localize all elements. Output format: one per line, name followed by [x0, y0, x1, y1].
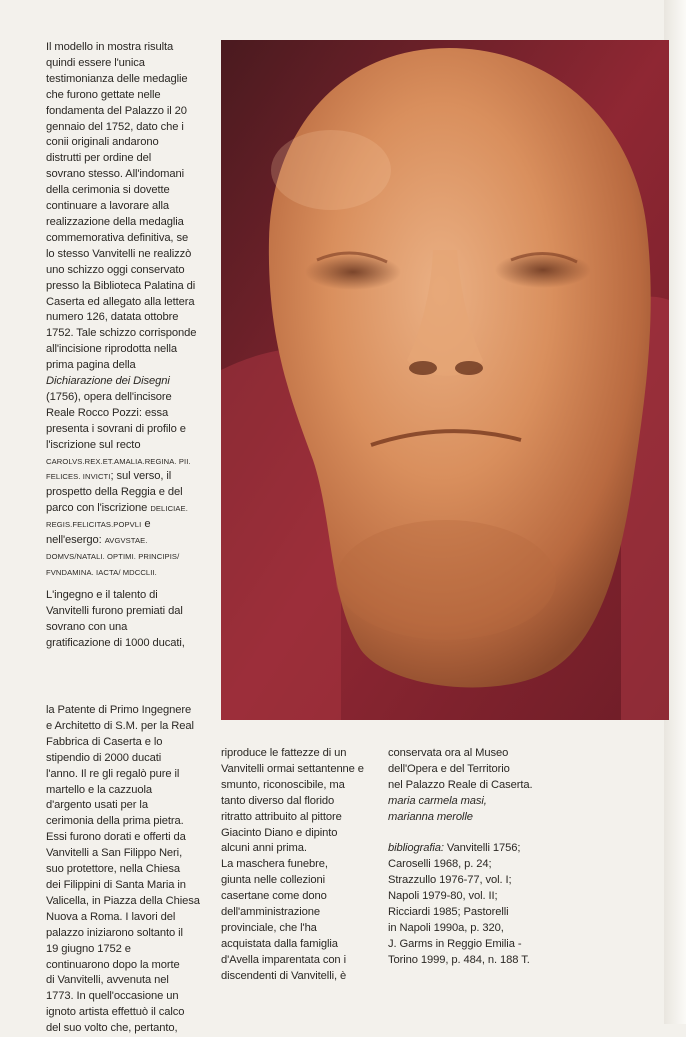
- paragraph-2: L'ingegno e il talento di Vanvitelli furono premiati dal sovrano con una gratificazione di 1000 ducati,: [46, 589, 185, 649]
- inscription-recto: CAROLVS.REX.ET.AMALIA.REGINA. PII. FELICES. INVICTI: [46, 456, 191, 482]
- bibliography-text: Vanvitelli 1756; Caroselli 1968, p. 24; Strazzullo 1976-77, vol. I; Napoli 1979-80, vol. II; Ricciardi 1985; Pastorelli in Napoli 1990a, p. 320, J. Garms in Reggio Emilia - Torino 1999, p. 484, n. 188 T.: [388, 842, 530, 966]
- death-mask-photo: [221, 40, 669, 720]
- paragraph-1-cont: (1756), opera dell'incisore Reale Rocco Pozzi: essa presenta i sovrani di profilo e l'iscrizione sul recto: [46, 390, 186, 451]
- text-column-3: [388, 746, 558, 969]
- authors: maria carmela masi, marianna merolle: [388, 794, 487, 823]
- inscription-exergue: AVGVSTAE. DOMVS/NATALI. OPTIMI. PRINCIPIS/ FVNDAMINA. IACTA/ MDCCLII.: [46, 536, 180, 577]
- paragraph-2-cont: la Patente di Primo Ingegnere e Architetto di S.M. per la Real Fabbrica di Caserta e lo stipendio di 2000 ducati l'anno. Il re gli regalò pure il martello e la cazzuola d'argento usati per la cerimonia della prima pietra. Essi furono dorati e offerti da Vanvitelli a San Filippo Neri, suo protettore, nella Chiesa dei Filippini di Santa Maria in Valicella, in Piazza della Chiesa Nuova a Roma. I lavori del palazzo iniziarono soltanto il 19 giugno 1752 e continuarono dopo la morte di Vanvitelli, avvenuta nel 1773. In quell'occasione un ignoto artista effettuò il calco del suo volto che, pertanto,: [46, 704, 200, 1035]
- paragraph-1: Il modello in mostra risulta quindi essere l'unica testimonianza delle medaglie che furono gettate nelle fondamenta del Palazzo il 20 gennaio del 1752, dato che i conii originali andarono distrutti per ordine del sovrano stesso. All'indomani della cerimonia si dovette continuare a lavorare alla realizzazione della medaglia commemorativa definitiva, se lo stesso Vanvitelli ne realizzò uno schizzo oggi conservato presso la Biblioteca Palatina di Caserta ed allegato alla lettera numero 126, datata ottobre 1752. Tale schizzo corrisponde all'incisione riprodotta nella prima pagina della: [46, 41, 197, 372]
- paragraph-1-exergue: e nell'esergo:: [46, 518, 151, 547]
- text-column-2: riproduce le fattezze di un Vanvitelli ormai settantenne e smunto, riconoscibile, ma tanto diverso dal florido ritratto attribuito al pittore Giacinto Diano e dipinto alcuni anni prima. La maschera funebre, giunta nelle collezioni casertane come dono dell'amministrazione provinciale, che l'ha acquistata dalla famiglia d'Avella imparentata con i discendenti di Vanvitelli, è: [221, 747, 364, 982]
- inscription-verso: DELICIAE. REGIS.FELICITAS.POPVLI: [46, 504, 188, 530]
- book-title: Dichiarazione dei Disegni: [46, 375, 170, 388]
- museum-text: conservata ora al Museo dell'Opera e del Territorio nel Palazzo Reale di Caserta.: [388, 747, 533, 791]
- paragraph-1-verso: ; sul verso, il prospetto della Reggia e del parco con l'iscrizione: [46, 470, 183, 515]
- text-column-1: [46, 40, 214, 581]
- bibliography-label: bibliografia:: [388, 842, 444, 855]
